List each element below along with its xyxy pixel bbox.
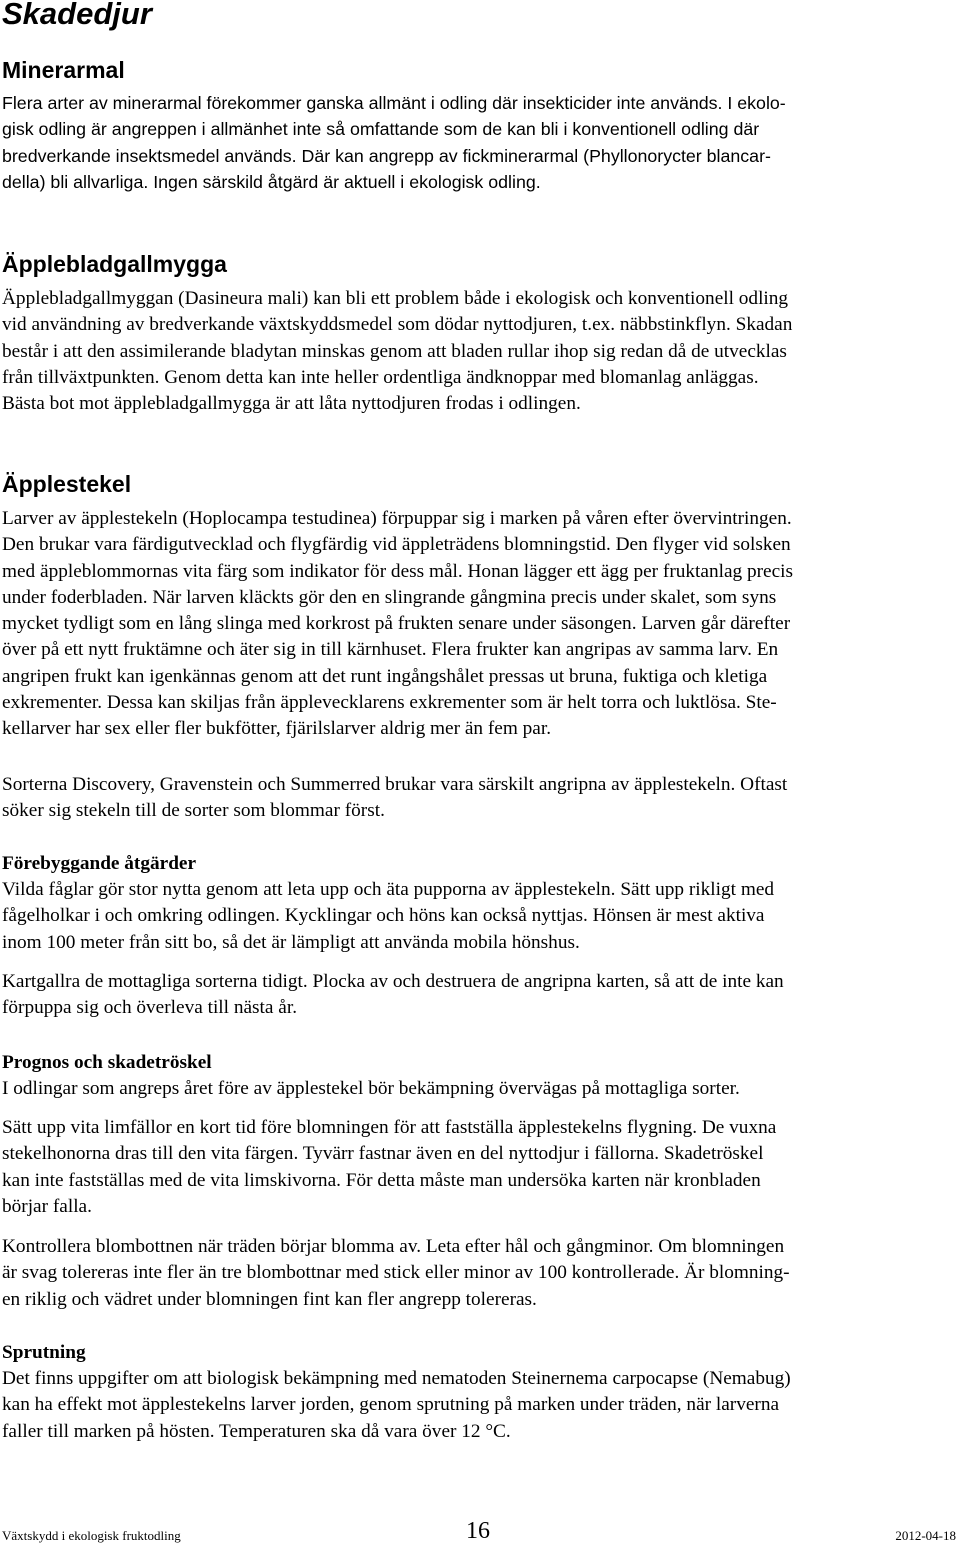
text-line: Vilda fåglar gör stor nytta genom att leta upp och äta pupporna av äpplestekeln. Sätt upp rikligt med	[2, 879, 775, 900]
text-line: Äpplebladgallmyggan (Dasineura mali) kan bli ett problem både i ekologisk och konventionell odling	[2, 288, 789, 309]
text-line: Det finns uppgifter om att biologisk bekämpning med nematoden Steinernema carpocapse (Nemabug)	[2, 1368, 791, 1389]
text-line: inom 100 meter från sitt bo, så det är lämpligt att använda mobila hönshus.	[2, 931, 580, 953]
page-footer	[0, 1518, 960, 1548]
section-heading-applestekel: Äpplestekel	[2, 471, 132, 497]
section-heading-minerarmal: Minerarmal	[2, 57, 125, 83]
text-line: börjar falla.	[2, 1195, 92, 1217]
text-line: gisk odling är angreppen i allmänhet inte så omfattande som de kan bli i konventionell odling där	[2, 119, 760, 140]
text-line: består i att den assimilerande bladytan minskas genom att bladen rullar ihop sig redan då de utvecklas	[2, 340, 787, 362]
section-heading-applebladgallmygga: Äpplebladgallmygga	[2, 251, 227, 277]
paragraph-applebladgallmygga	[2, 286, 954, 417]
text-line: Kontrollera blombottnen när träden börjar blomma av. Leta efter hål och gångminor. Om blomningen	[2, 1236, 785, 1257]
text-line: under foderbladen. När larven kläckts gör den en slingrande gångmina precis under skalet, som syns	[2, 586, 777, 608]
text-line: förpuppa sig och överleva till nästa år.	[2, 997, 298, 1019]
text-line: från tillväxtpunkten. Genom detta kan inte heller ordentliga ändknoppar med blomanlag anläggas.	[2, 366, 759, 388]
text-line: faller till marken på hösten. Temperaturen ska då vara över 12 °C.	[2, 1420, 511, 1442]
text-line: I odlingar som angreps året före av äpplestekel bör bekämpning övervägas på mottagliga sorter.	[2, 1078, 740, 1099]
text-line: kan inte fastställas med de vita limskivorna. För detta måste man undersöka karten när kronbladen	[2, 1169, 761, 1191]
text-line: Den brukar vara färdigutvecklad och flygfärdig vid äppleträdens blomningstid. Den flyger vid solsken	[2, 534, 791, 556]
text-line: angripen frukt kan igenkännas genom att det runt ingångshålet pressas ut bruna, fuktiga och kletiga	[2, 665, 768, 687]
text-line: Flera arter av minerarmal förekommer ganska allmänt i odling där insekticider inte används. I ekolo-	[2, 93, 786, 113]
paragraph-minerarmal	[2, 90, 954, 195]
text-line: Sätt upp vita limfällor en kort tid före blomningen för att fastställa äpplestekelns flygning. De vuxna	[2, 1117, 777, 1138]
text-line: vid användning av bredverkande växtskyddsmedel som dödar nyttodjuren, t.ex. näbbstinkflyn. Skadan	[2, 314, 793, 336]
footer-date: 2012-04-18	[895, 1528, 956, 1543]
text-line: mycket tydligt som en lång slinga med korkrost på frukten senare under säsongen. Larven går därefter	[2, 613, 791, 635]
text-line: kan ha effekt mot äpplestekelns larver jorden, genom sprutning på marken under träden, när larverna	[2, 1394, 780, 1416]
text-line: Sorterna Discovery, Gravenstein och Summerred brukar vara särskilt angripna av äpplestekeln. Oftast	[2, 774, 788, 795]
subheading-prognos: Prognos och skadetröskel	[2, 1052, 212, 1073]
page-title: Skadedjur	[2, 0, 152, 31]
paragraph-sprutning	[2, 1366, 954, 1445]
text-line: över på ett nytt fruktämne och äter sig in till kärnhuset. Flera frukter kan angripas av samma larv. En	[2, 639, 779, 661]
paragraph-forebyggande-2	[2, 969, 954, 1022]
paragraph-prognos-3	[2, 1234, 954, 1313]
paragraph-applestekel-2	[2, 772, 954, 825]
text-line: exkrementer. Dessa kan skiljas från äpplevecklarens exkrementer som är helt torra och luktlösa. Ste-	[2, 692, 777, 714]
text-line: Larver av äpplestekeln (Hoplocampa testudinea) förpuppar sig i marken på våren efter övervintringen.	[2, 508, 792, 529]
text-line: kellarver har sex eller fler bukfötter, fjärilslarver aldrig mer än fem par.	[2, 718, 552, 740]
paragraph-prognos-1	[2, 1076, 954, 1102]
text-line: bredverkande insektsmedel används. Där kan angrepp av fickminerarmal (Phyllonorycter blancar-	[2, 145, 771, 166]
text-line: Bästa bot mot äpplebladgallmygga är att låta nyttodjuren frodas i odlingen.	[2, 393, 581, 415]
footer-document-title: Växtskydd i ekologisk fruktodling	[2, 1528, 181, 1543]
text-line: fågelholkar i och omkring odlingen. Kycklingar och höns kan också nyttjas. Hönsen är mest aktiva	[2, 905, 765, 927]
text-line: söker sig stekeln till de sorter som blommar först.	[2, 800, 385, 822]
paragraph-applestekel-1	[2, 506, 954, 743]
text-line: en riklig och vädret under blomningen fint kan fler angrepp tolereras.	[2, 1288, 537, 1310]
text-line: della) bli allvarliga. Ingen särskild åtgärd är aktuell i ekologisk odling.	[2, 171, 541, 192]
paragraph-forebyggande-1	[2, 877, 954, 956]
text-line: med äppleblommornas vita färg som indikator för dess mål. Honan lägger ett ägg per fruktanlag precis	[2, 560, 794, 582]
paragraph-prognos-2	[2, 1115, 954, 1220]
text-line: stekelhonorna dras till den vita färgen. Tyvärr fastnar även en del nyttodjur i fällorna. Skadetröskel	[2, 1143, 764, 1165]
footer-page-number: 16	[466, 1518, 490, 1544]
text-line: är svag tolereras inte fler än tre blombottnar med stick eller minor av 100 kontrollerade. Är blomning-	[2, 1262, 790, 1284]
text-line: Kartgallra de mottagliga sorterna tidigt. Plocka av och destruera de angripna karten, så att de inte kan	[2, 971, 784, 992]
subheading-forebyggande-atgarder: Förebyggande åtgärder	[2, 853, 197, 874]
subheading-sprutning: Sprutning	[2, 1342, 86, 1363]
